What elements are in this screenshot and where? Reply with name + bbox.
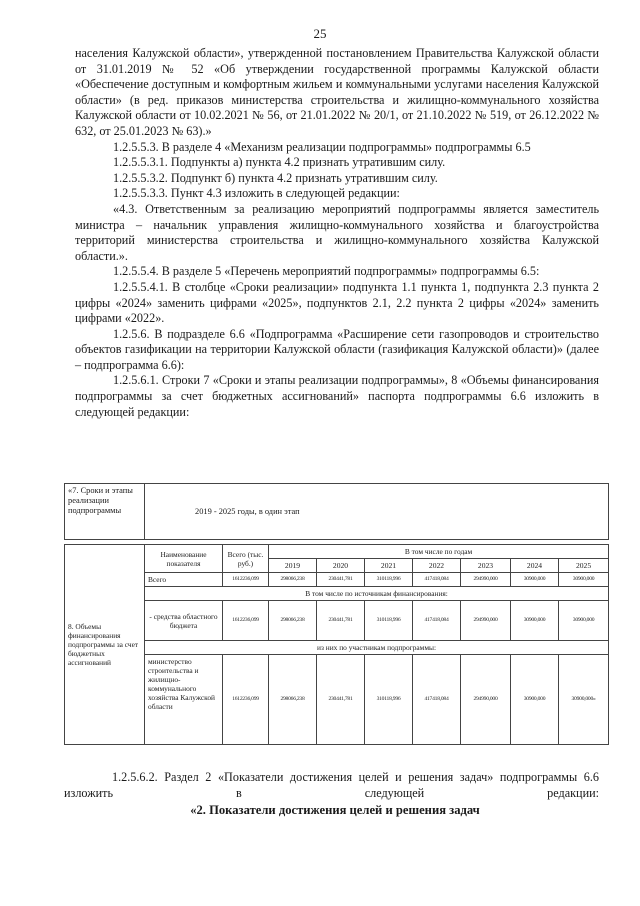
- cell-value: 230441,781: [317, 601, 365, 641]
- col-total-header: Всего (тыс. руб.): [223, 545, 269, 573]
- cell-value: 417418,084: [413, 573, 461, 587]
- year-header: 2024: [511, 559, 559, 573]
- table-row: [65, 573, 609, 587]
- paragraph: 1.2.5.5.3.1. Подпункты а) пункта 4.2 признать утратившим силу.: [113, 155, 446, 170]
- cell-value: 298066,238: [269, 573, 317, 587]
- year-header: 2021: [365, 559, 413, 573]
- cell-value: 230441,781: [317, 573, 365, 587]
- year-header: 2019: [269, 559, 317, 573]
- row-total-label: Всего: [145, 573, 223, 587]
- row7-label: «7. Сроки и этапы реализации подпрограммы: [65, 484, 145, 540]
- cell-value: 298066,238: [269, 601, 317, 641]
- cell-value: 230441,781: [317, 655, 365, 745]
- row-regional-label: - средства областного бюджета: [145, 601, 223, 641]
- row-ministry-label: министерство строительства и жилищно-коммунального хозяйства Калужской области: [145, 655, 223, 745]
- page-number: 25: [313, 26, 327, 41]
- table-row: [65, 587, 609, 601]
- cell-value: 310118,996: [365, 601, 413, 641]
- body-text: [75, 46, 599, 420]
- subheader-participants: из них по участникам подпрограммы:: [145, 641, 609, 655]
- year-header: 2020: [317, 559, 365, 573]
- year-header: 2023: [461, 559, 511, 573]
- table-row: [65, 545, 609, 559]
- table-row: [65, 641, 609, 655]
- cell-value: 294990,000: [461, 601, 511, 641]
- paragraph: населения Калужской области», утвержденной постановлением Правительства Калужской области от 31.01.2019 № 52 «Об утверждении государственной программы Калужской области «Обеспечение доступным и комфортным жильем и коммунальными услугами населения Калужской области» (в ред. приказов министерства строительства и жилищно-коммунального хозяйства Калужской области от 10.02.2021 № 56, от 21.01.2022 № 20/1, от 21.10.2022 № 519, от 26.12.2022 № 632, от 25.01.2023 № 63).»: [75, 46, 599, 138]
- cell-value: 30900,000: [559, 601, 609, 641]
- cell-value: 30900,000: [559, 573, 609, 587]
- section-heading: «2. Показатели достижения целей и решения задач: [190, 803, 480, 817]
- cell-value: 1612236,099: [223, 573, 269, 587]
- cell-value: 310118,996: [365, 573, 413, 587]
- cell-value: 294990,000: [461, 655, 511, 745]
- paragraph: 1.2.5.5.3.2. Подпункт б) пункта 4.2 признать утратившим силу.: [113, 170, 438, 185]
- cell-value: 417418,084: [413, 655, 461, 745]
- paragraph: 1.2.5.6. В подразделе 6.6 «Подпрограмма «Расширение сети газопроводов и строительство объектов газификации на территории Калужской области (газификация Калужской области)» (далее – подпрограмма 6.6):: [75, 326, 599, 372]
- paragraph: 1.2.5.6.1. Строки 7 «Сроки и этапы реализации подпрограммы», 8 «Объемы финансирования подпрограммы за счет бюджетных ассигнований» паспорта подпрограммы 6.6 изложить в следующей редакции:: [75, 373, 599, 419]
- year-header: 2025: [559, 559, 609, 573]
- year-header: 2022: [413, 559, 461, 573]
- paragraph: 1.2.5.5.4. В разделе 5 «Перечень мероприятий подпрограммы» подпрограммы 6.5:: [113, 264, 540, 279]
- col-indicator-header: Наименование показателя: [145, 545, 223, 573]
- cell-value: 1612236,099: [223, 601, 269, 641]
- cell-value: 294990,000: [461, 573, 511, 587]
- paragraph: 1.2.5.6.2. Раздел 2 «Показатели достижения целей и решения задач» подпрограммы 6.6 изложить в следующей редакции:: [64, 770, 599, 800]
- cell-value: 310118,996: [365, 655, 413, 745]
- paragraph: 1.2.5.5.4.1. В столбце «Сроки реализации» подпункта 1.1 пункта 1, подпункта 2.3 пункта 2 цифры «2024» заменить цифрами «2025», подпунктов 2.1, 2.2 пункта 2 цифры «2024» заменить цифрами «2022».: [75, 279, 599, 326]
- cell-value: 298066,238: [269, 655, 317, 745]
- row8-label: 8. Объемы финансирования подпрограммы за счет бюджетных ассигнований: [65, 545, 145, 745]
- table-row: [65, 601, 609, 641]
- cell-value: 30900,000: [511, 601, 559, 641]
- subheader-sources: В том числе по источникам финансирования:: [145, 587, 609, 601]
- cell-value: 1612236,099: [223, 655, 269, 745]
- paragraph: «4.3. Ответственным за реализацию мероприятий подпрограммы является заместитель министра – начальник управления жилищно-коммунального хозяйства и благоустройства территорий министерства строительства и жилищно-коммунального хозяйства Калужской области.».: [75, 201, 599, 263]
- cell-value: 30900,000: [511, 573, 559, 587]
- row7-value: 2019 - 2025 годы, в один этап: [145, 484, 609, 540]
- cell-value: 30900,000: [511, 655, 559, 745]
- table-row: [65, 484, 609, 540]
- after-text: [64, 770, 599, 801]
- table-row: [65, 655, 609, 745]
- paragraph: 1.2.5.5.3. В разделе 4 «Механизм реализации подпрограммы» подпрограммы 6.5: [113, 139, 531, 154]
- paragraph: 1.2.5.5.3.3. Пункт 4.3 изложить в следующей редакции:: [113, 186, 400, 201]
- col-years-header: В том числе по годам: [269, 545, 609, 559]
- cell-value: 417418,084: [413, 601, 461, 641]
- passport-table: [64, 483, 609, 745]
- cell-value: 30900,000»: [559, 655, 609, 745]
